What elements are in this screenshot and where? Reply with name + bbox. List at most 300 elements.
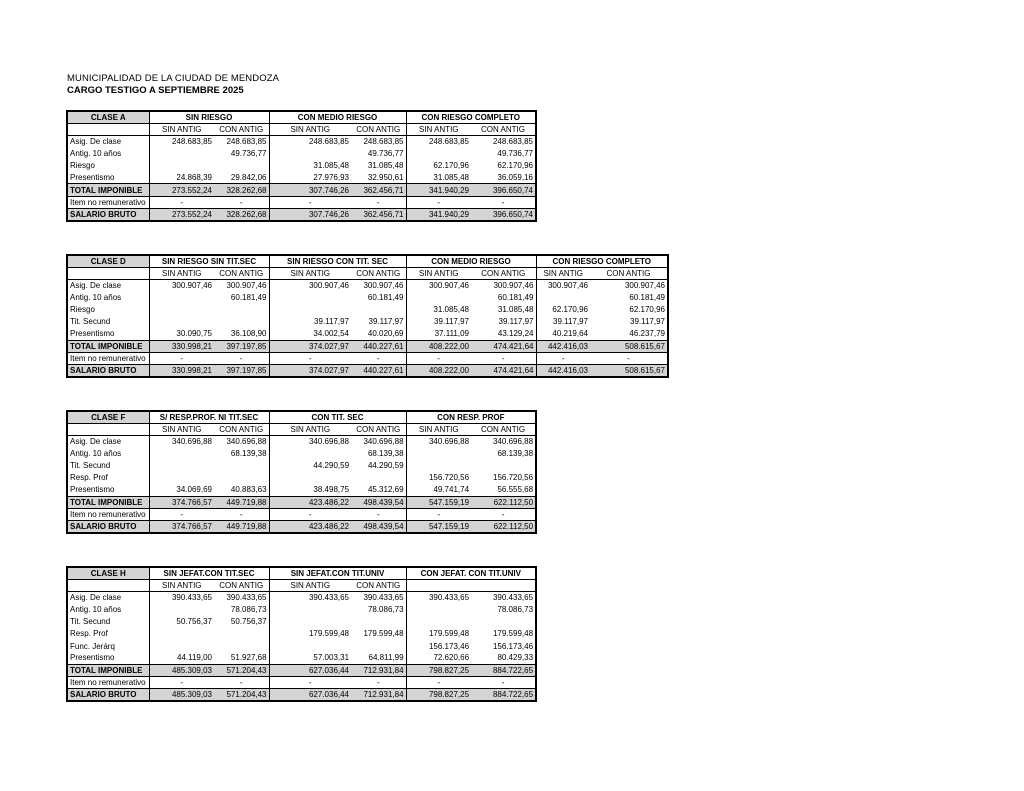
salario-bruto-row-value: 423.486,22: [269, 520, 351, 533]
cell-value: 34.002,54: [269, 328, 351, 340]
sub-header-blank: [67, 580, 149, 592]
cell-value: 31.085,48: [269, 160, 351, 172]
cell-value: 68.139,38: [367, 449, 404, 459]
group-header-row: [67, 567, 536, 580]
cell-value: [351, 616, 406, 628]
cell-value: [406, 448, 471, 460]
total-imponible-row-value: 571.204,43: [214, 664, 269, 676]
total-imponible-row-value: 485.309,03: [149, 664, 214, 676]
cell-value: 50.756,37: [149, 616, 214, 628]
cell-value: [214, 472, 269, 484]
cell-value: 49.736,77: [471, 148, 536, 160]
cell-value: 179.599,48: [471, 628, 536, 640]
item-no-remunerativo-row-value: -: [501, 353, 505, 363]
cell-value: 62.170,96: [471, 160, 536, 172]
table-row: [67, 628, 536, 640]
cell-value: [406, 604, 471, 616]
salario-bruto-row-value: 508.615,67: [590, 364, 668, 377]
cell-value: 340.696,88: [406, 436, 471, 448]
table-row: [67, 604, 536, 616]
sub-header: SIN ANTIG: [149, 424, 214, 436]
cell-value: [351, 472, 406, 484]
group-header: SIN RIESGO SIN TIT.SEC: [149, 255, 269, 268]
item-no-remunerativo-row-value: -: [149, 196, 214, 208]
item-no-remunerativo-row-value: -: [471, 508, 536, 520]
cell-value: 39.117,97: [406, 316, 471, 328]
total-imponible-row-value: 341.940,29: [406, 184, 471, 196]
row-label: Antig. 10 años: [67, 604, 149, 616]
cell-value: [269, 604, 351, 616]
salario-bruto-row-value: 408.222,00: [406, 364, 471, 377]
salary-table: [66, 110, 537, 222]
table-row: [67, 436, 536, 448]
item-no-remunerativo-row-value: -: [239, 197, 243, 207]
cell-value: 49.736,77: [230, 149, 267, 159]
cell-value: 36.108,90: [230, 329, 267, 339]
cell-value: 36.059,16: [471, 172, 536, 184]
sub-header: CON ANTIG: [471, 268, 536, 280]
group-header-row: [67, 411, 536, 424]
total-imponible-row-value: 273.552,24: [149, 184, 214, 196]
salario-bruto-row-value: 341.940,29: [406, 208, 471, 221]
item-no-remunerativo-row: [67, 196, 536, 208]
cell-value: 49.736,77: [367, 149, 404, 159]
table-row: [67, 328, 668, 340]
cell-value: 248.683,85: [269, 136, 351, 148]
cell-value: 37.111,09: [406, 328, 471, 340]
total-imponible-row-value: 440.227,61: [351, 340, 406, 352]
cell-value: [149, 304, 214, 316]
cell-value: 56.555,68: [471, 484, 536, 496]
item-no-remunerativo-row-value: -: [376, 509, 380, 519]
group-header: SIN JEFAT.CON TIT.SEC: [149, 567, 269, 580]
cell-value: 24.868,39: [149, 172, 214, 184]
table-row: [67, 652, 536, 664]
cell-value: 31.085,48: [406, 304, 471, 316]
cell-value: 390.433,65: [471, 592, 536, 604]
cell-value: 60.181,49: [497, 293, 534, 303]
cell-value: 57.003,31: [269, 652, 351, 664]
salario-bruto-row-value: 307.746,26: [269, 208, 351, 221]
salario-bruto-row-value: 622.112,50: [471, 520, 536, 533]
cell-value: 300.907,46: [406, 280, 471, 292]
cell-value: [269, 616, 351, 628]
cell-value: [149, 292, 214, 304]
cell-value: [351, 304, 406, 316]
total-imponible-row: [67, 496, 536, 508]
sub-header: CON ANTIG: [590, 268, 668, 280]
cell-value: 68.139,38: [230, 449, 267, 459]
cell-value: [149, 628, 214, 640]
item-no-remunerativo-row-value: -: [149, 508, 214, 520]
sub-header-row: [67, 124, 536, 136]
cell-value: [406, 616, 471, 628]
cell-value: 60.181,49: [367, 293, 404, 303]
table-row: [67, 640, 536, 652]
cell-value: [406, 292, 471, 304]
cell-value: 39.117,97: [536, 316, 590, 328]
cell-value: 40.219,64: [536, 328, 590, 340]
salario-bruto-row-value: 485.309,03: [149, 688, 214, 701]
row-label: Tit. Secund: [67, 616, 149, 628]
table-clase-d: [66, 254, 669, 378]
sub-header: SIN ANTIG: [269, 424, 351, 436]
cell-value: [269, 292, 351, 304]
cell-value: 300.907,46: [536, 280, 590, 292]
cell-value: 46.237,79: [590, 328, 668, 340]
cell-value: 300.907,46: [149, 280, 214, 292]
item-no-remunerativo-row-value: -: [239, 677, 243, 687]
cell-value: 31.085,48: [367, 161, 404, 171]
row-label: Tit. Secund: [67, 460, 149, 472]
cell-value: [149, 448, 214, 460]
total-imponible-row: [67, 340, 668, 352]
sub-header: CON ANTIG: [471, 124, 536, 136]
salary-table: [66, 254, 669, 378]
item-no-remunerativo-row-value: -: [149, 352, 214, 364]
cell-value: [149, 316, 214, 328]
total-imponible-row-label: TOTAL IMPONIBLE: [67, 340, 149, 352]
sub-header: SIN ANTIG: [149, 268, 214, 280]
total-imponible-row-value: 498.439,54: [351, 496, 406, 508]
cell-value: 60.181,49: [590, 292, 668, 304]
cell-value: [149, 148, 214, 160]
salario-bruto-row-value: 374.766,57: [149, 520, 214, 533]
cell-value: 300.907,46: [493, 281, 534, 291]
sub-header: SIN ANTIG: [406, 124, 471, 136]
group-header: CON MEDIO RIESGO: [406, 255, 536, 268]
cell-value: [536, 292, 590, 304]
salario-bruto-row-value: 273.552,24: [149, 208, 214, 221]
total-imponible-row-value: 374.766,57: [149, 496, 214, 508]
cell-value: [214, 460, 269, 472]
cell-value: 340.696,88: [269, 436, 351, 448]
cell-value: 40.883,63: [230, 485, 267, 495]
sub-header: SIN ANTIG: [149, 580, 214, 592]
organization-name: MUNICIPALIDAD DE LA CIUDAD DE MENDOZA: [67, 73, 280, 84]
salario-bruto-row-value: 362.456,71: [351, 208, 406, 221]
cell-value: [269, 640, 351, 652]
table-row: [67, 460, 536, 472]
cell-value: 40.020,69: [367, 329, 404, 339]
row-label: Riesgo: [67, 304, 149, 316]
row-label: Asig. De clase: [67, 280, 149, 292]
cell-value: 50.756,37: [230, 617, 267, 627]
total-imponible-row-value: 508.615,67: [590, 340, 668, 352]
total-imponible-row-value: 547.159,19: [406, 496, 471, 508]
total-imponible-row-value: 307.746,26: [269, 184, 351, 196]
sub-header: CON ANTIG: [351, 580, 406, 592]
cell-value: 248.683,85: [363, 137, 404, 147]
item-no-remunerativo-row-value: -: [269, 508, 351, 520]
row-label: Func. Jerárq: [67, 640, 149, 652]
total-imponible-row-value: 396.650,74: [471, 184, 536, 196]
table-row: [67, 472, 536, 484]
item-no-remunerativo-row-value: -: [376, 677, 380, 687]
sub-header: SIN ANTIG: [149, 124, 214, 136]
salario-bruto-row-value: 571.204,43: [214, 688, 269, 701]
cell-value: 340.696,88: [363, 437, 404, 447]
cell-value: 62.170,96: [406, 160, 471, 172]
item-no-remunerativo-row-value: -: [471, 196, 536, 208]
cell-value: 29.842,06: [230, 173, 267, 183]
total-imponible-row-value: 423.486,22: [269, 496, 351, 508]
cell-value: 62.170,96: [536, 304, 590, 316]
cell-value: 340.696,88: [471, 436, 536, 448]
cell-value: [214, 316, 269, 328]
salario-bruto-row-value: 712.931,84: [351, 688, 406, 701]
table-clase-h: [66, 566, 537, 702]
table-row: [67, 292, 668, 304]
group-header: SIN RIESGO: [149, 111, 269, 124]
cell-value: 248.683,85: [471, 136, 536, 148]
sub-header-row: [67, 424, 536, 436]
item-no-remunerativo-row-value: -: [406, 352, 471, 364]
sub-header: [471, 580, 536, 592]
item-no-remunerativo-row-value: -: [239, 353, 243, 363]
cell-value: 39.117,97: [269, 316, 351, 328]
row-label: Asig. De clase: [67, 136, 149, 148]
group-header: SIN RIESGO CON TIT. SEC: [269, 255, 406, 268]
total-imponible-row-value: 712.931,84: [351, 664, 406, 676]
salario-bruto-row-value: 474.421,64: [471, 364, 536, 377]
group-header: CON RIESGO COMPLETO: [406, 111, 536, 124]
salario-bruto-row-label: SALARIO BRUTO: [67, 364, 149, 377]
cell-value: 390.433,65: [149, 592, 214, 604]
cell-value: 72.620,66: [406, 652, 471, 664]
item-no-remunerativo-row-value: -: [406, 676, 471, 688]
group-header: CON MEDIO RIESGO: [269, 111, 406, 124]
item-no-remunerativo-row-value: -: [376, 197, 380, 207]
item-no-remunerativo-row-label: Item no remunerativo: [67, 196, 149, 208]
salario-bruto-row: [67, 364, 668, 377]
cell-value: 68.139,38: [471, 448, 536, 460]
cell-value: 78.086,73: [367, 605, 404, 615]
cell-value: 51.927,68: [230, 653, 267, 663]
cell-value: 156.720,56: [471, 472, 536, 484]
item-no-remunerativo-row-value: -: [536, 352, 590, 364]
salario-bruto-row-value: 798.827,25: [406, 688, 471, 701]
cell-value: 300.907,46: [226, 281, 267, 291]
sub-header-row: [67, 580, 536, 592]
table-row: [67, 484, 536, 496]
item-no-remunerativo-row-value: -: [269, 196, 351, 208]
cell-value: 34.069,69: [149, 484, 214, 496]
group-header: SIN JEFAT.CON TIT.UNIV: [269, 567, 406, 580]
total-imponible-row-value: 408.222,00: [406, 340, 471, 352]
cell-value: 43.129,24: [497, 329, 534, 339]
cell-value: 44.290,59: [367, 461, 404, 471]
cell-value: [406, 460, 471, 472]
cell-value: 80.429,33: [471, 652, 536, 664]
cell-value: 179.599,48: [406, 628, 471, 640]
table-row: [67, 592, 536, 604]
cell-value: 44.290,59: [269, 460, 351, 472]
salario-bruto-row-label: SALARIO BRUTO: [67, 208, 149, 221]
sub-header: SIN ANTIG: [269, 268, 351, 280]
cell-value: 390.433,65: [269, 592, 351, 604]
document-title: CARGO TESTIGO A SEPTIEMBRE 2025: [67, 85, 244, 96]
table-row: [67, 304, 668, 316]
cell-value: 340.696,88: [226, 437, 267, 447]
sub-header: CON ANTIG: [351, 268, 406, 280]
group-header: S/ RESP.PROF. NI TIT.SEC: [149, 411, 269, 424]
salary-table: [66, 566, 537, 702]
item-no-remunerativo-row: [67, 508, 536, 520]
sub-header-blank: [67, 268, 149, 280]
salary-table: [66, 410, 537, 534]
total-imponible-row-value: 362.456,71: [351, 184, 406, 196]
salario-bruto-row-label: SALARIO BRUTO: [67, 520, 149, 533]
item-no-remunerativo-row-value: -: [376, 353, 380, 363]
item-no-remunerativo-row-label: Item no remunerativo: [67, 676, 149, 688]
row-label: Riesgo: [67, 160, 149, 172]
salario-bruto-row-label: SALARIO BRUTO: [67, 688, 149, 701]
salario-bruto-row-value: 330.998,21: [149, 364, 214, 377]
cell-value: [149, 472, 214, 484]
cell-value: 248.683,85: [406, 136, 471, 148]
cell-value: 31.085,48: [406, 172, 471, 184]
cell-value: 44.119,00: [149, 652, 214, 664]
cell-value: 179.599,48: [269, 628, 351, 640]
cell-value: 39.117,97: [498, 317, 534, 327]
cell-value: 248.683,85: [149, 136, 214, 148]
salario-bruto-row: [67, 688, 536, 701]
sub-header: CON ANTIG: [214, 580, 269, 592]
cell-value: 38.498,75: [269, 484, 351, 496]
cell-value: 32.950,61: [367, 173, 404, 183]
cell-value: [269, 304, 351, 316]
item-no-remunerativo-row-value: -: [406, 508, 471, 520]
cell-value: 30.090,75: [149, 328, 214, 340]
total-imponible-row-value: 884.722,65: [471, 664, 536, 676]
table-row: [67, 148, 536, 160]
sub-header: SIN ANTIG: [406, 424, 471, 436]
item-no-remunerativo-row: [67, 352, 668, 364]
item-no-remunerativo-row-value: -: [269, 676, 351, 688]
total-imponible-row-value: 798.827,25: [406, 664, 471, 676]
salario-bruto-row-value: 396.650,74: [471, 208, 536, 221]
sub-header: SIN ANTIG: [536, 268, 590, 280]
item-no-remunerativo-row-label: Item no remunerativo: [67, 352, 149, 364]
table-row: [67, 136, 536, 148]
cell-value: [269, 448, 351, 460]
table-row: [67, 316, 668, 328]
cell-value: [149, 640, 214, 652]
cell-value: [149, 160, 214, 172]
table-row: [67, 172, 536, 184]
clase-label: CLASE F: [67, 411, 149, 424]
cell-value: 340.696,88: [149, 436, 214, 448]
item-no-remunerativo-row-value: -: [471, 676, 536, 688]
cell-value: [214, 160, 269, 172]
row-label: Presentismo: [67, 652, 149, 664]
total-imponible-row-value: 374.027,97: [269, 340, 351, 352]
salario-bruto-row-value: 374.027,97: [269, 364, 351, 377]
group-header-row: [67, 111, 536, 124]
clase-label: CLASE A: [67, 111, 149, 124]
item-no-remunerativo-row-value: -: [269, 352, 351, 364]
total-imponible-row-value: 442.416,03: [536, 340, 590, 352]
total-imponible-row-value: 627.036,44: [269, 664, 351, 676]
cell-value: 248.683,85: [226, 137, 267, 147]
cell-value: [471, 460, 536, 472]
total-imponible-row-value: 330.998,21: [149, 340, 214, 352]
salario-bruto-row-value: 328.262,68: [214, 208, 269, 221]
cell-value: 39.117,97: [590, 316, 668, 328]
table-row: [67, 616, 536, 628]
group-header: CON RIESGO COMPLETO: [536, 255, 668, 268]
total-imponible-row-value: 474.421,64: [471, 340, 536, 352]
cell-value: 78.086,73: [471, 604, 536, 616]
cell-value: 300.907,46: [363, 281, 404, 291]
clase-label: CLASE D: [67, 255, 149, 268]
cell-value: 156.720,56: [406, 472, 471, 484]
cell-value: 49.741,74: [406, 484, 471, 496]
cell-value: [269, 148, 351, 160]
table-row: [67, 280, 668, 292]
cell-value: [149, 604, 214, 616]
group-header-row: [67, 255, 668, 268]
salario-bruto-row: [67, 208, 536, 221]
total-imponible-row-label: TOTAL IMPONIBLE: [67, 664, 149, 676]
salario-bruto-row-value: 440.227,61: [351, 364, 406, 377]
item-no-remunerativo-row-label: Item no remunerativo: [67, 508, 149, 520]
item-no-remunerativo-row-value: -: [590, 352, 668, 364]
cell-value: [269, 472, 351, 484]
sub-header: SIN ANTIG: [269, 124, 351, 136]
cell-value: 156.173,46: [471, 640, 536, 652]
row-label: Resp. Prof: [67, 472, 149, 484]
sub-header: [406, 580, 471, 592]
group-header: CON RESP. PROF: [406, 411, 536, 424]
cell-value: 300.907,46: [269, 280, 351, 292]
sub-header-row: [67, 268, 668, 280]
group-header: CON JEFAT. CON TIT.UNIV: [406, 567, 536, 580]
cell-value: [406, 148, 471, 160]
cell-value: 45.312,69: [367, 485, 404, 495]
sub-header: CON ANTIG: [214, 268, 269, 280]
cell-value: 156.173,46: [406, 640, 471, 652]
cell-value: [214, 640, 269, 652]
total-imponible-row-label: TOTAL IMPONIBLE: [67, 496, 149, 508]
salario-bruto-row-value: 547.159,19: [406, 520, 471, 533]
cell-value: [351, 640, 406, 652]
sub-header: CON ANTIG: [351, 424, 406, 436]
row-label: Resp. Prof: [67, 628, 149, 640]
cell-value: 39.117,97: [368, 317, 404, 327]
row-label: Antig. 10 años: [67, 448, 149, 460]
row-label: Antig. 10 años: [67, 292, 149, 304]
row-label: Presentismo: [67, 172, 149, 184]
row-label: Asig. De clase: [67, 436, 149, 448]
cell-value: 179.599,48: [363, 629, 404, 639]
table-row: [67, 448, 536, 460]
clase-label: CLASE H: [67, 567, 149, 580]
total-imponible-row-value: 622.112,50: [471, 496, 536, 508]
cell-value: 390.433,65: [363, 593, 404, 603]
item-no-remunerativo-row: [67, 676, 536, 688]
salario-bruto-row-value: 498.439,54: [351, 520, 406, 533]
sub-header-blank: [67, 124, 149, 136]
salario-bruto-row-value: 397.197,85: [214, 364, 269, 377]
cell-value: 300.907,46: [590, 280, 668, 292]
row-label: Tit. Secund: [67, 316, 149, 328]
salario-bruto-row-value: 884.722,65: [471, 688, 536, 701]
cell-value: 78.086,73: [230, 605, 267, 615]
cell-value: [214, 304, 269, 316]
total-imponible-row: [67, 664, 536, 676]
